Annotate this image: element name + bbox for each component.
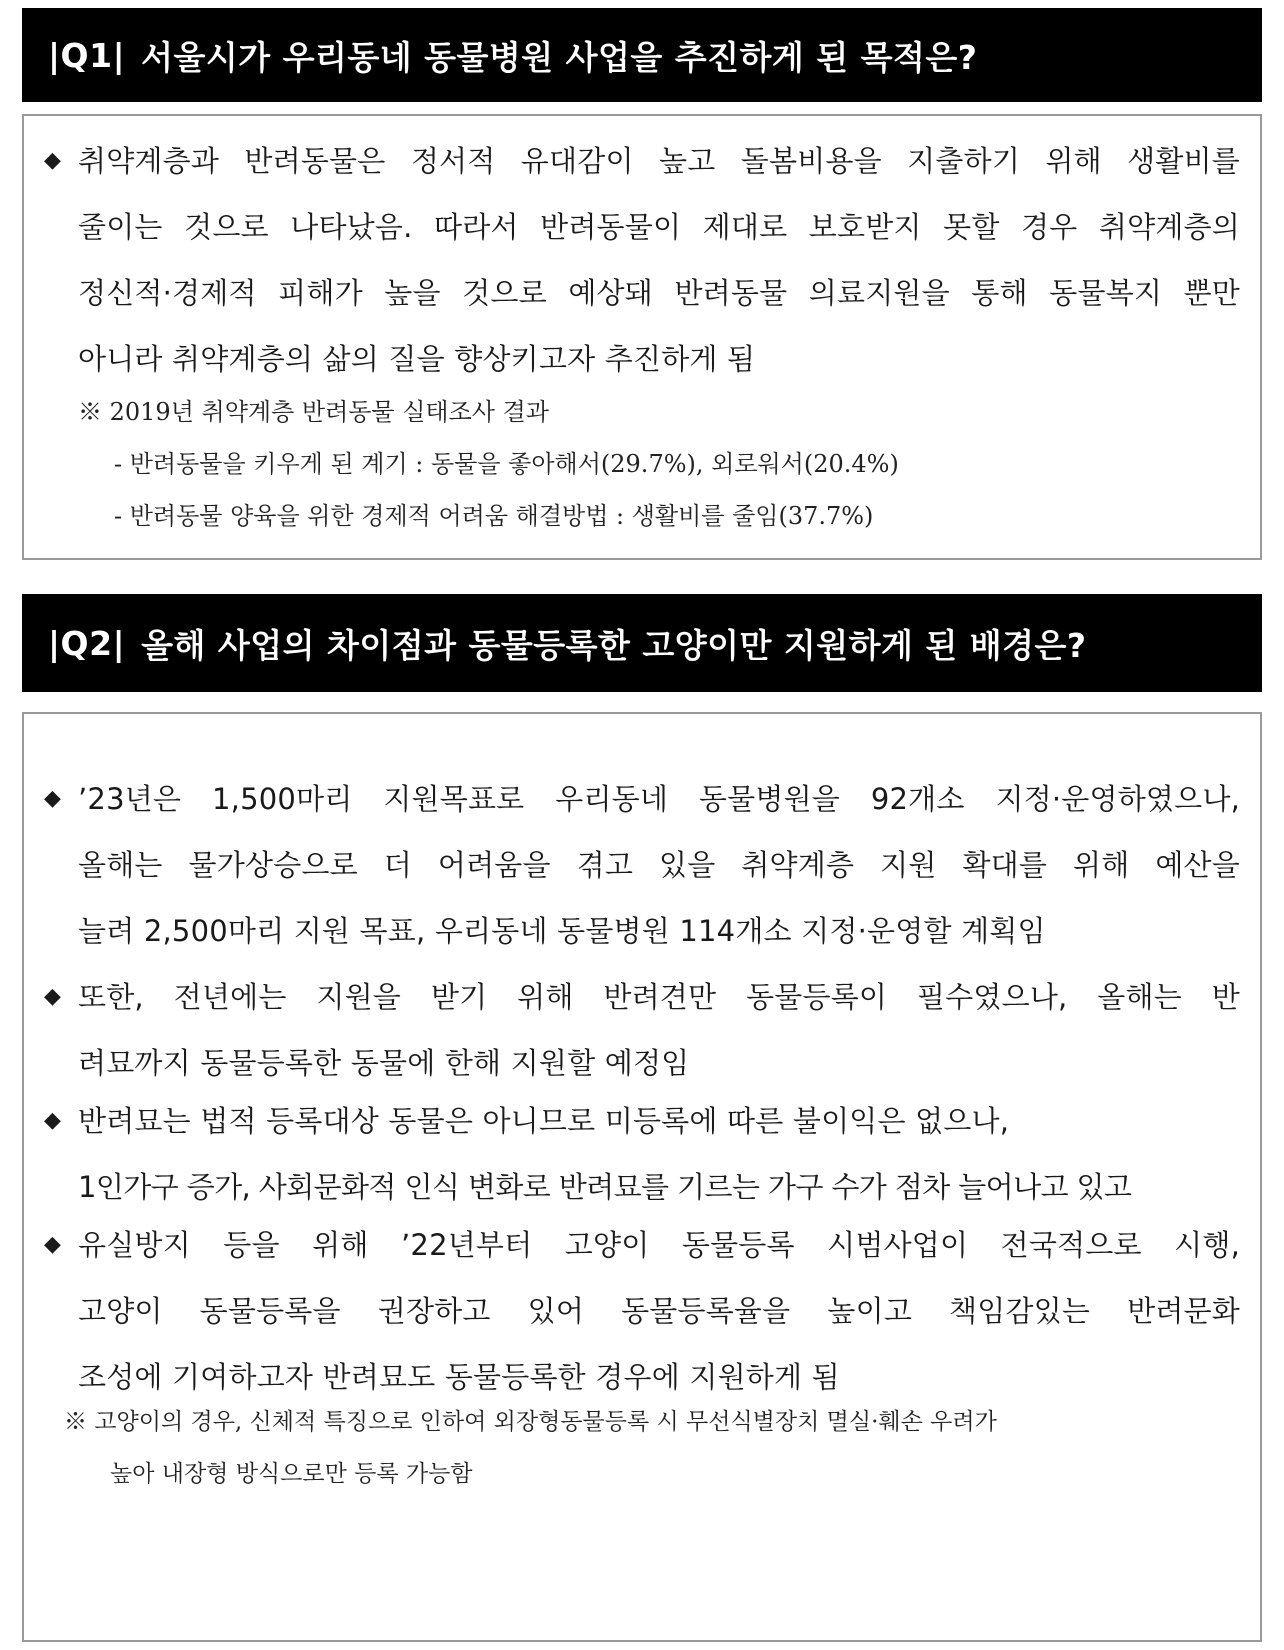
q2-bullet-3-line-1: 반려묘는 법적 등록대상 동물은 아니므로 미등록에 따른 불이익은 없으나, xyxy=(78,1104,1010,1138)
q2-note-line-2: 높아 내장형 방식으로만 등록 가능함 xyxy=(110,1461,473,1487)
bullet-icon: ◆ xyxy=(44,1232,61,1257)
q1-bullet-1-line-3: 정신적·경제적 피해가 높을 것으로 예상돼 반려동물 의료지원을 통해 동물복지 뿐만 xyxy=(78,276,1240,310)
q1-note-item-1: - 반려동물을 키우게 된 계기 : 동물을 좋아해서(29.7%), 외로워서(20.4%) xyxy=(114,450,899,478)
bullet-icon: ◆ xyxy=(44,984,61,1009)
q1-note-item-2: - 반려동물 양육을 위한 경제적 어려움 해결방법 : 생활비를 줄임(37.7%) xyxy=(114,502,874,530)
q2-bullet-1-line-3: 늘려 2,500마리 지원 목표, 우리동네 동물병원 114개소 지정·운영할 계획임 xyxy=(78,914,1046,948)
q2-note-line-1: ※ 고양이의 경우, 신체적 특징으로 인하여 외장형동물등록 시 무선식별장치 멸실·훼손 우려가 xyxy=(64,1409,997,1435)
q1-bullet-1-line-1: 취약계층과 반려동물은 정서적 유대감이 높고 돌봄비용을 지출하기 위해 생활비를 xyxy=(78,144,1240,178)
q1-number: |Q1| xyxy=(48,35,126,75)
q2-bullet-3 xyxy=(24,1088,1260,1220)
q2-header xyxy=(22,594,1262,692)
q1-answer-box xyxy=(22,114,1262,560)
q2-bullet-1 xyxy=(24,766,1260,964)
q2-bullet-4-line-1: 유실방지 등을 위해 ’22년부터 고양이 동물등록 시범사업이 전국적으로 시행, xyxy=(78,1228,1240,1262)
q2-bullet-1-line-2: 올해는 물가상승으로 더 어려움을 겪고 있을 취약계층 지원 확대를 위해 예산을 xyxy=(78,848,1240,882)
q2-bullet-4-line-3: 조성에 기여하고자 반려묘도 동물등록한 경우에 지원하게 됨 xyxy=(78,1360,840,1394)
q1-title: 서울시가 우리동네 동물병원 사업을 추진하게 된 목적은? xyxy=(141,37,978,77)
q2-bullet-4 xyxy=(24,1212,1260,1410)
q2-bullet-4-line-2: 고양이 동물등록을 권장하고 있어 동물등록율을 높이고 책임감있는 반려문화 xyxy=(78,1294,1240,1328)
q2-number: |Q2| xyxy=(48,623,126,663)
bullet-icon: ◆ xyxy=(44,786,61,811)
bullet-icon: ◆ xyxy=(44,1108,61,1133)
q2-bullet-3-line-2: 1인가구 증가, 사회문화적 인식 변화로 반려묘를 기르는 가구 수가 점차 늘어나고 있고 xyxy=(78,1170,1132,1204)
q1-bullet-1-line-4: 아니라 취약계층의 삶의 질을 향상키고자 추진하게 됨 xyxy=(78,342,756,376)
q2-title: 올해 사업의 차이점과 동물등록한 고양이만 지원하게 된 배경은? xyxy=(141,625,1087,665)
q1-header xyxy=(22,8,1262,102)
q2-bullet-2-line-2: 려묘까지 동물등록한 동물에 한해 지원할 예정임 xyxy=(78,1046,690,1080)
q1-bullet-1 xyxy=(24,128,1260,392)
q1-note-title: ※ 2019년 취약계층 반려동물 실태조사 결과 xyxy=(78,398,549,426)
q2-bullet-2 xyxy=(24,964,1260,1096)
q2-bullet-1-line-1: ’23년은 1,500마리 지원목표로 우리동네 동물병원을 92개소 지정·운영하였으나, xyxy=(78,782,1240,816)
q2-answer-box xyxy=(22,712,1262,1642)
bullet-icon: ◆ xyxy=(44,148,61,173)
q1-bullet-1-line-2: 줄이는 것으로 나타났음. 따라서 반려동물이 제대로 보호받지 못할 경우 취약계층의 xyxy=(78,210,1240,244)
q2-bullet-2-line-1: 또한, 전년에는 지원을 받기 위해 반려견만 동물등록이 필수였으나, 올해는 반 xyxy=(78,980,1240,1014)
